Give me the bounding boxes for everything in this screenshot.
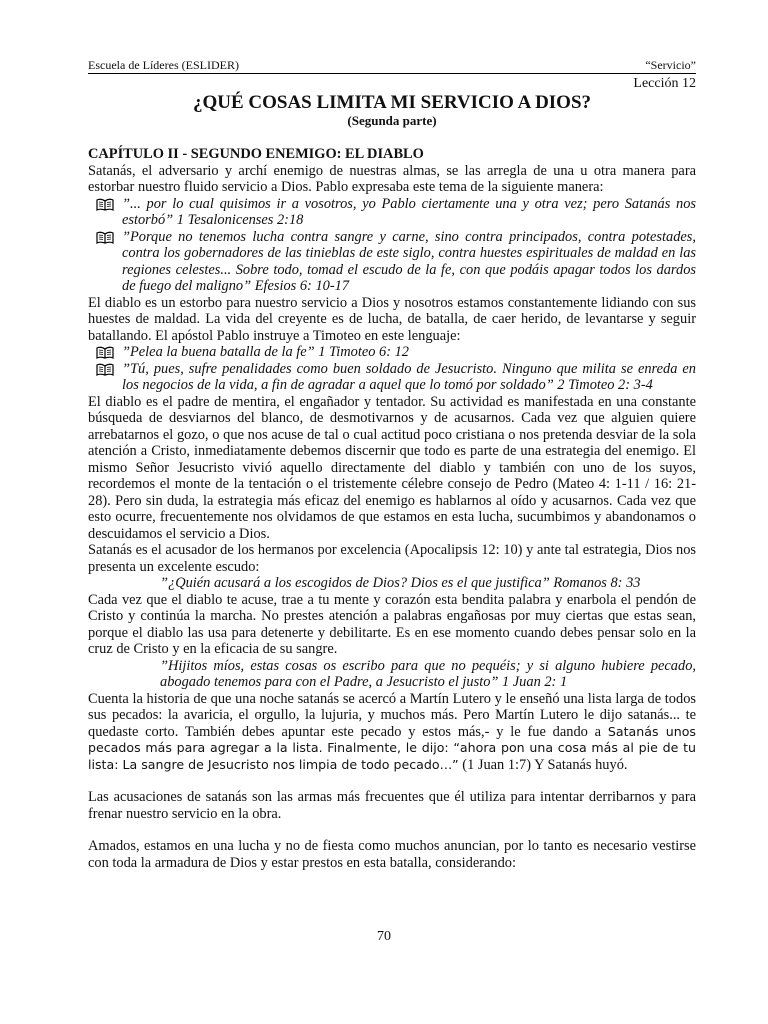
paragraph-2: El diablo es un estorbo para nuestro servicio a Dios y nosotros estamos constantemente lidiando con sus huestes de maldad. La vida del creyente es de lucha, de batalla, de caer herido, de levantarse y seguir batallando. El apóstol Pablo instruye a Timoteo en este lenguaje:	[88, 294, 696, 344]
quote-text: ”Porque no tenemos lucha contra sangre y carne, sino contra principados, contra potestades, contra los gobernadores de las tinieblas de este siglo, contra huestes espirituales de maldad en las regiones celestes... Sobre todo, tomad el escudo de la fe, con que podáis apagar todos los dardos de fuego del maligno” Efesios 6: 10-17	[122, 228, 696, 294]
paragraph-6-text-b: Satanás unos pecados más para agregar a la lista. Finalmente, le dijo: “ahora pon una cosa más al pie de tu lista: La sangre de Jesucristo nos limpia de todo pecado…”	[88, 723, 696, 772]
page-subtitle: (Segunda parte)	[347, 113, 437, 128]
paragraph-5: Cada vez que el diablo te acuse, trae a tu mente y corazón esta bendita palabra y enarbola el pendón de Cristo y continúa la marcha. No prestes atención a palabras engañosas por muy ciertas que estas sean, porque el diablo las usa para detenerte y debilitarte. Es en ese momento cuando debes pensar solo en la cruz de Cristo y en la eficacia de su sangre.	[88, 591, 696, 657]
open-book-icon	[88, 344, 122, 361]
running-header	[88, 58, 696, 74]
chapter-heading: CAPÍTULO II - SEGUNDO ENEMIGO: EL DIABLO	[88, 146, 424, 162]
spacer	[88, 822, 696, 838]
spacer	[88, 773, 696, 789]
quote-text: ”Pelea la buena batalla de la fe” 1 Timoteo 6: 12	[122, 344, 409, 360]
bible-quote-2	[88, 229, 696, 295]
page-title: ¿QUÉ COSAS LIMITA MI SERVICIO A DIOS?	[192, 92, 592, 113]
header-school: Escuela de Líderes (ESLIDER)	[88, 58, 239, 72]
open-book-icon	[88, 361, 122, 394]
bible-quote-1	[88, 196, 696, 229]
lesson-number: Lección 12	[633, 76, 696, 91]
paragraph-8: Amados, estamos en una lucha y no de fiesta como muchos anuncian, por lo tanto es necesario vestirse con toda la armadura de Dios y estar prestos en esta batalla, considerando:	[88, 838, 696, 871]
paragraph-4: Satanás es el acusador de los hermanos por excelencia (Apocalipsis 12: 10) y ante tal estrategia, Dios nos presenta un excelente escudo:	[88, 542, 696, 575]
bible-quote-3	[88, 344, 696, 361]
paragraph-1: Satanás, el adversario y archí enemigo de nuestras almas, se las arregla de una u otra manera para estorbar nuestro fluido servicio a Dios. Pablo expresaba este tema de la siguiente manera:	[88, 162, 696, 195]
paragraph-6-text-a: Cuenta la historia de que una noche satanás se acercó a Martín Lutero y le enseñó una lista larga de todos sus pecados: la avaricia, el orgullo, la lujuria, y muchos más. Pero Martín Lutero le dijo satanás... te quedaste corto. También debes apuntar este pecado y estos más,- y le fue dando a	[88, 690, 696, 740]
bible-quote-4	[88, 361, 696, 394]
bible-quote-5: ”¿Quién acusará a los escogidos de Dios? Dios es el que justifica” Romanos 8: 33	[160, 575, 641, 591]
open-book-icon	[88, 196, 122, 229]
paragraph-3: El diablo es el padre de mentira, el engañador y tentador. Su actividad es manifestada en una constante búsqueda de desviarnos del blanco, de desmotivarnos y de acusarnos. Cada vez que alguien quiere arrebatarnos el gozo, o que nos acuse de tal o cual actitud poco cristiana o nos pretenda desviar de la sola atención a Cristo, inmediatamente debemos discernir que todo es parte de una estrategia del enemigo. El mismo Señor Jesucristo vivió aquello directamente del diablo y también con uno de los suyos, recordemos el monte de la tentación o el tristemente célebre consejo de Pedro (Mateo 4: 1-11 / 16: 21-28). Pero sin duda, la estrategia más eficaz del enemigo es hablarnos al oído y acusarnos. Cada vez que esto ocurre, frecuentemente nos olvidamos de que estamos en esta lucha, sucumbimos y abandonamos o descuidamos el servicio a Dios.	[88, 393, 696, 542]
open-book-icon	[88, 229, 122, 295]
quote-text: ”Tú, pues, sufre penalidades como buen soldado de Jesucristo. Ninguno que milita se enreda en los negocios de la vida, a fin de agradar a aquel que lo tomó por soldado” 2 Timoteo 2: 3-4	[122, 360, 696, 393]
header-topic: “Servicio”	[645, 58, 696, 72]
paragraph-6	[88, 691, 696, 774]
quote-text: ”... por lo cual quisimos ir a vosotros, yo Pablo ciertamente una y otra vez; pero Satanás nos estorbó” 1 Tesalonicenses 2:18	[122, 195, 696, 228]
paragraph-7: Las acusaciones de satanás son las armas más frecuentes que él utiliza para intentar derribarnos y para frenar nuestro servicio en la obra.	[88, 789, 696, 822]
page-number: 70	[377, 929, 391, 944]
document-body	[88, 146, 696, 871]
bible-quote-6: ”Hijitos míos, estas cosas os escribo para que no pequéis; y si alguno hubiere pecado, abogado tenemos para con el Padre, a Jesucristo el justo” 1 Juan 2: 1	[160, 657, 696, 690]
paragraph-6-text-c: (1 Juan 1:7) Y Satanás huyó.	[458, 756, 628, 773]
